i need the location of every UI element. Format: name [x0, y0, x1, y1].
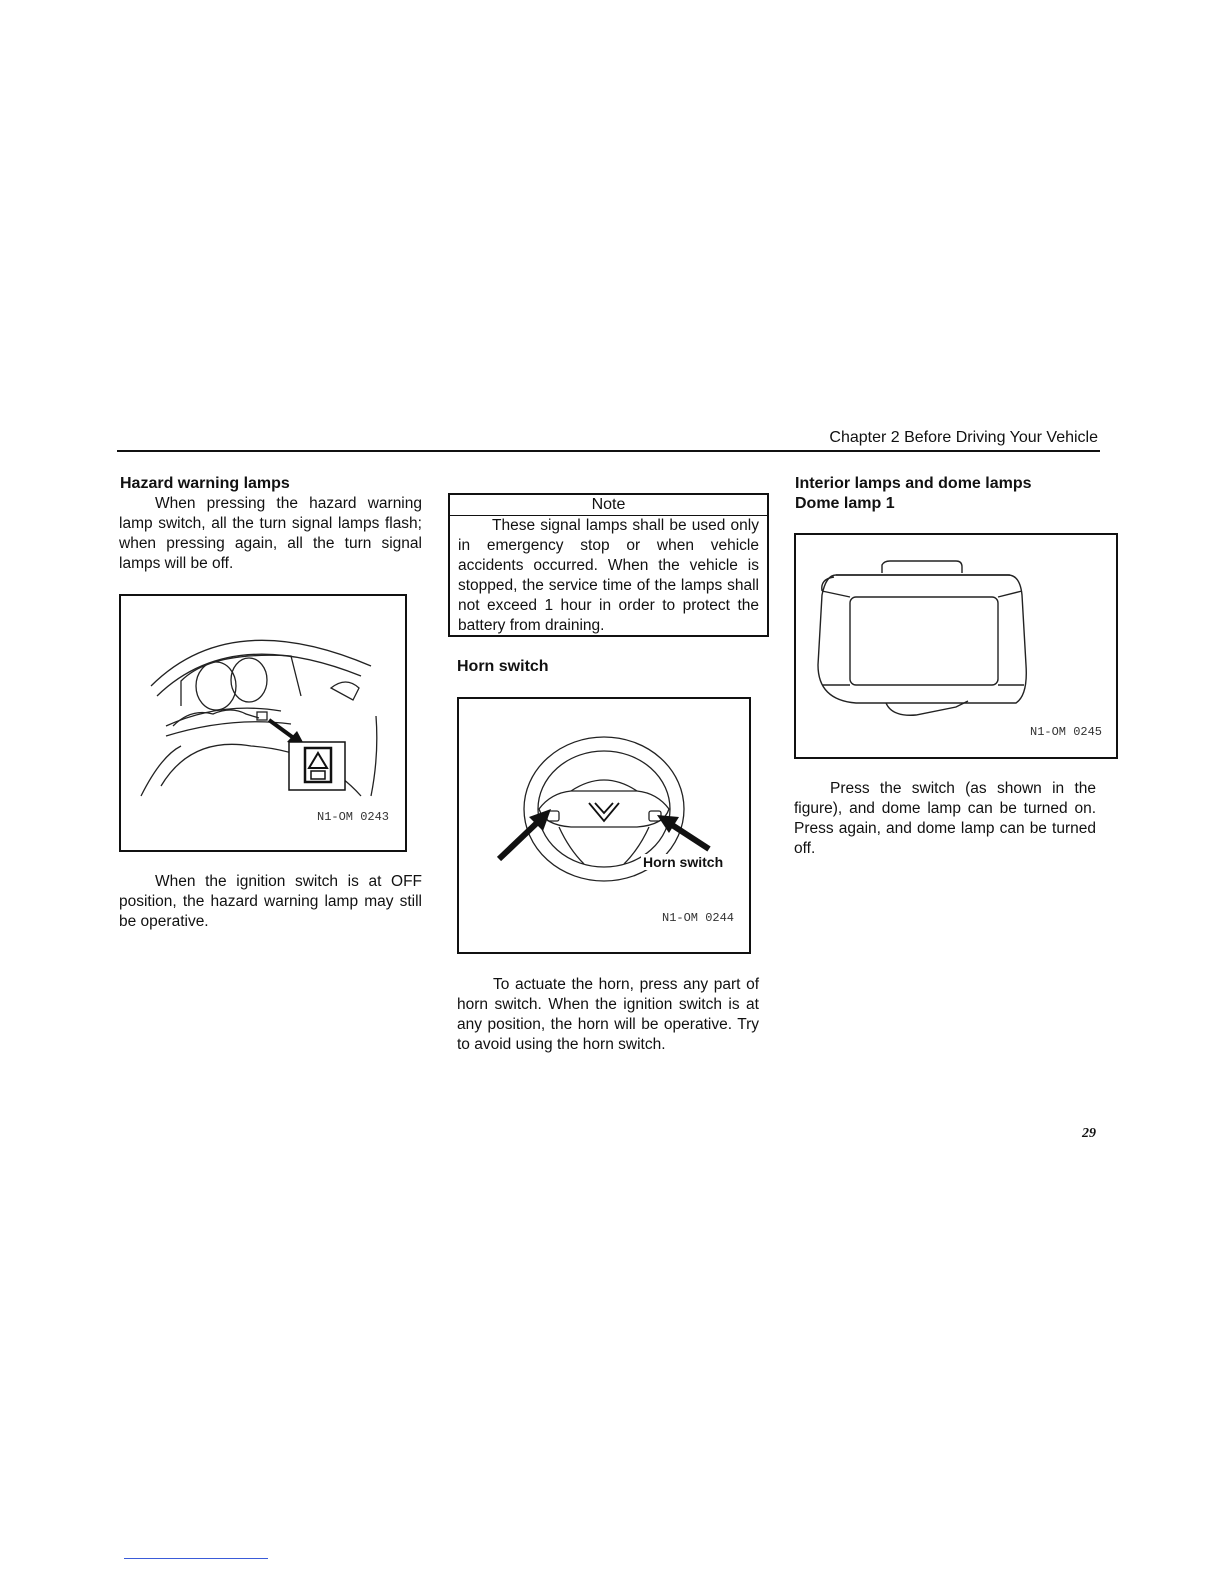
brand-logo-icon — [589, 803, 619, 821]
dome-lamp-paragraph: Press the switch (as shown in the figure), and dome lamp can be turned on. Press again, and dome lamp can be turned off. — [794, 780, 1096, 857]
horn-switch-label: Horn switch — [643, 854, 724, 870]
note-box — [448, 493, 769, 637]
figure-code: N1-OM 0243 — [317, 810, 390, 824]
ignition-note-paragraph: When the ignition switch is at OFF position, the hazard warning lamp may still be operative. — [119, 873, 422, 930]
horn-heading: Horn switch — [457, 658, 549, 675]
note-title: Note — [450, 495, 767, 516]
interior-lamps-heading: Interior lamps and dome lamps — [795, 475, 1032, 492]
figure-code: N1-OM 0245 — [1030, 725, 1103, 739]
hazard-figure — [119, 594, 407, 852]
dome-lamp-figure — [794, 533, 1118, 759]
chapter-header: Chapter 2 Before Driving Your Vehicle — [829, 429, 1098, 446]
hazard-heading: Hazard warning lamps — [120, 475, 290, 492]
dome-lamp-heading: Dome lamp 1 — [795, 495, 895, 512]
horn-figure — [457, 697, 751, 954]
horn-paragraph: To actuate the horn, press any part of horn switch. When the ignition switch is at any position, the horn will be operative. Try to avoid using the horn switch. — [457, 976, 759, 1053]
dome-lamp-illustration — [796, 535, 1116, 757]
figure-code: N1-OM 0244 — [662, 911, 735, 925]
hazard-paragraph: When pressing the hazard warning lamp switch, all the turn signal lamps flash; when pressing again, all the turn signal lamps will be off. — [119, 495, 422, 572]
note-body: These signal lamps shall be used only in emergency stop or when vehicle accidents occurred. When the vehicle is stopped, the service time of the lamps shall not exceed 1 hour in order to protect the battery from draining. — [458, 517, 759, 634]
header-rule — [117, 450, 1100, 452]
footer-rule — [124, 1558, 268, 1559]
page-number: 29 — [1082, 1126, 1096, 1141]
